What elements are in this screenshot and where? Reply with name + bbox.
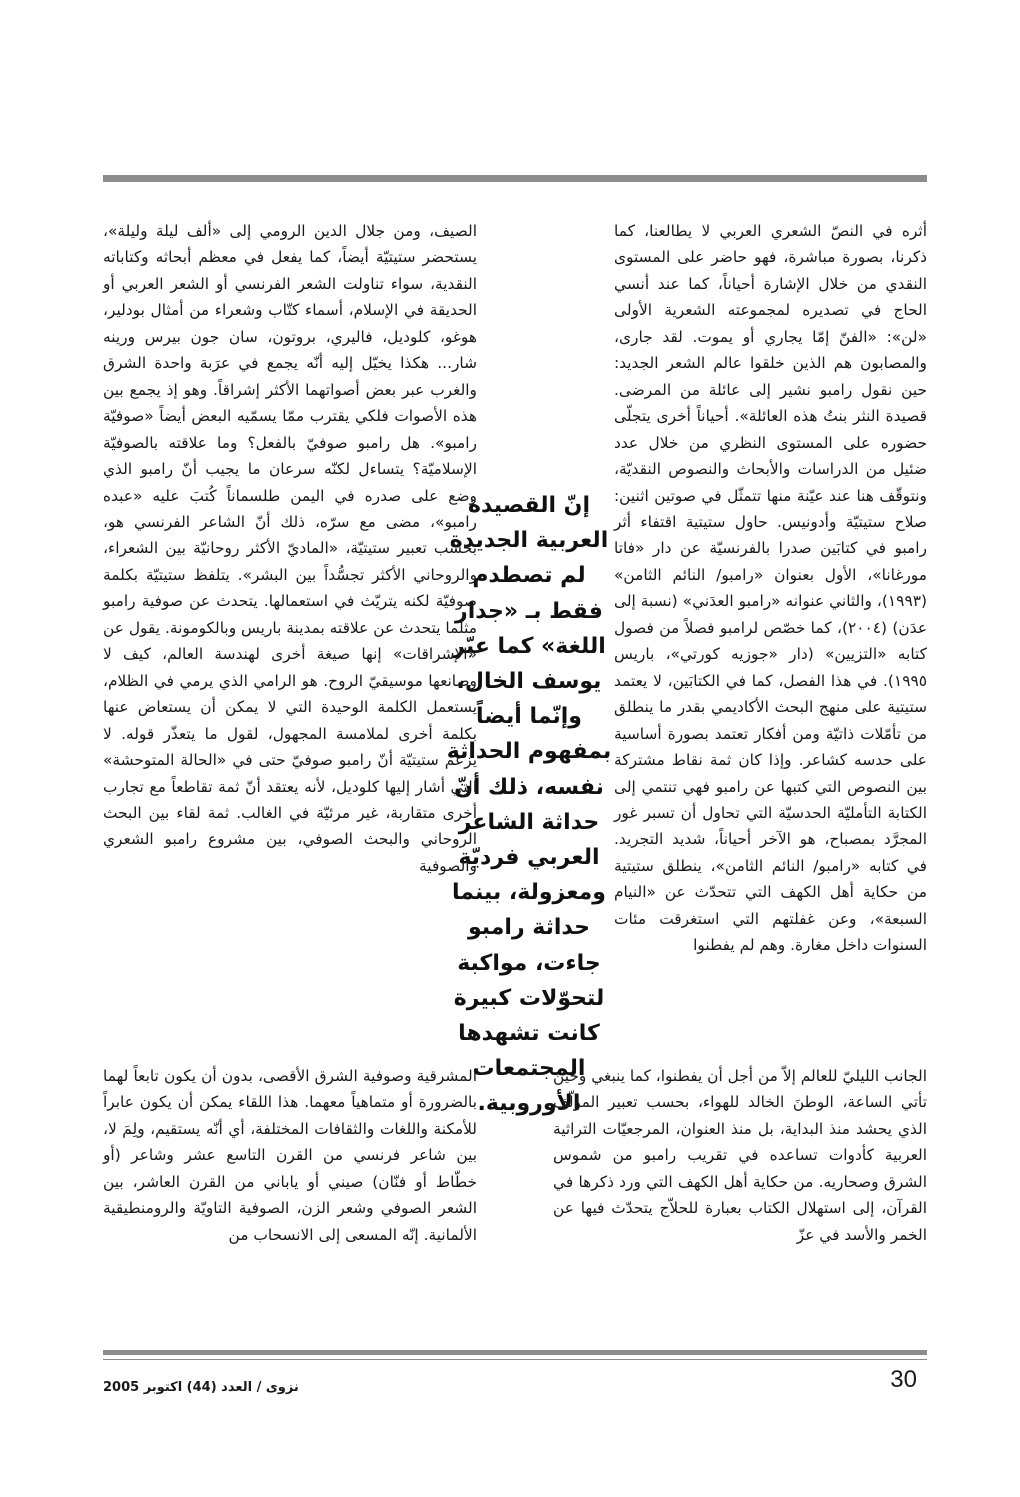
pull-quote: إنّ القصيدة العربية الجديدة لم تصطدم فقط بـ «جدار اللغة» كما عبّر يوسف الخال، وإنّما أيضاً بمفهوم الحداثة نفسه، ذلك أنّ حداثة الشاعر العربي فرديّة ومعزولة، بينما حداثة رامبو جاءت، مواكبة لتحوّلات كبيرة كانت تشهدها المجتمعات الأوروبية. (446, 493, 612, 1117)
article-column-right-top (614, 218, 927, 959)
article-column-right-bottom (553, 1063, 927, 1248)
paragraph: الصيف، ومن جلال الدين الرومي إلى «ألف ليلة وليلة»، يستحضر ستيتيّة أيضاً، كما يفعل في معظم أبحاثه وكتاباته النقدية، سواء تناولت الشعر الفرنسي أو الشعر العربي أو الحديقة في الإسلام، أسماء كتّاب وشعراء من أمثال بودلير، هوغو، كلوديل، فاليري، بروتون، سان جون بيرس ورينه شار... هكذا يخيّل إليه أنّه يجمع في عرَبة واحدة الشرق والغرب عبر بعض أصواتهما الأكثر إشراقاً. وهو إذ يجمع بين هذه الأصوات فلكي يقترب ممّا يسمّيه البعض أيضاً «صوفيّة رامبو». هل رامبو صوفيّ بالفعل؟ وما علاقته بالصوفيّة الإسلاميّة؟ يتساءل لكنّه سرعان ما يجيب أنّ رامبو الذي وضع على صدره في اليمن طلسماناً كُتبَ عليه «عبده رامبو»، مضى مع سرّه، ذلك أنّ الشاعر الفرنسي هو، بحسب تعبير ستيتيّة، «الماديّ الأكثر روحانيّة بين الشعراء، والروحاني الأكثر تجسُّداً بين البشر». يتلفظ ستيتيّة بكلمة صوفيّة لكنه يتريّث في استعمالها. يتحدث عن صوفية رامبو مثلما يتحدث عن علاقته بمدينة باريس وبالكومونة. يقول عن «الإشراقات» إنها صيغة أخرى لهندسة العالم، كيف لا وصانعها موسيقيّ الروح. هو الرامي الذي يرمي في الظلام، يستعمل الكلمة الوحيدة التي لا يمكن أن يستعاض عنها بكلمة أخرى لملامسة المجهول، لقول ما يتعذّر قوله. لا يزعم ستيتيّة أنّ رامبو صوفيّ حتى في «الحالة المتوحشة» التي أشار إليها كلوديل، لأنه يعتقد أنّ ثمة تقاطعاً مع تجارب أخرى متقاربة، غير مرئيّة في الغالب. ثمة لقاء بين البحث الروحاني والبحث الصوفي، بين مشروع رامبو الشعري والصوفية (103, 222, 477, 875)
issue-info: نزوى / العدد (44) اكتوبر 2005 (103, 1380, 299, 1395)
paragraph: أثره في النصّ الشعري العربي لا يطالعنا، كما ذكرنا، بصورة مباشرة، فهو حاضر على المستوى النقدي من خلال الإشارة أحياناً، كما عند أنسي الحاج في تصديره لمجموعته الشعرية الأولى «لن»: «الفنّ إمّا يجاري أو يموت. لقد جارى، والمصابون هم الذين خلقوا عالم الشعر الجديد: حين نقول رامبو نشير إلى عائلة من المرضى. قصيدة النثر بنتُ هذه العائلة». أحياناً أخرى يتجلّى حضوره على المستوى النظري من خلال عدد ضئيل من الدراسات والأبحاث والنصوص النقديّة، ونتوقّف هنا عند عيّنة منها تتمثّل في صوتين اثنين: صلاح ستيتيّة وأدونيس. حاول ستيتية اقتفاء أثر رامبو في كتابَين صدرا بالفرنسيّة عن دار «فاتا مورغانا»، الأول بعنوان «رامبو/ النائم الثامن» (١٩٩٣)، والثاني عنوانه «رامبو العدَني» (نسبة إلى عدَن) (٢٠٠٤)، كما خصّص لرامبو فصلاً من فصول كتابه «التزيين» (دار «جوزيه كورتي»، باريس ١٩٩٥). في هذا الفصل، كما في الكتابَين، لا يعتمد ستيتية على منهج البحث الأكاديمي بقدر ما ينطلق من تأمّلات ذاتيّة ومن أفكار تعتمد بصورة أساسية على حدسه كشاعر. وإذا كان ثمة نقاط مشتركة بين النصوص التي كتبها عن رامبو فهي تنتمي إلى الكتابة التأمليّة الحدسيّة التي تحاول أن تسبر غور المجرَّد بمصباح، هو الآخر أحياناً، شديد التجريد. في كتابه «رامبو/ النائم الثامن»، ينطلق ستيتية من حكاية أهل الكهف التي تتحدّث عن «النيام السبعة»، وعن غفلتهم التي استغرقت مئات السنوات داخل مغارة. وهم لم يفطنوا (614, 222, 927, 955)
top-rule (103, 175, 927, 182)
bottom-rule (103, 1350, 927, 1355)
paragraph: الجانب الليليّ للعالم إلاّ من أجل أن يفطنوا، كما ينبغي وحين تأتي الساعة، الوطنَ الخالد للهواء، بحسب تعبير المؤلّف الذي يحشد منذ البداية، بل منذ العنوان، المرجعيّات التراثية العربية كأدوات تساعده في تقريب رامبو من شموس الشرق وصحاريه. من حكاية أهل الكهف التي ورد ذكرها في القرآن، إلى استهلال الكتاب بعبارة للحلاّج يتحدّث فيها عن الخمر والأسد في عزّ (553, 1067, 927, 1244)
bottom-rule-thin (103, 1359, 927, 1360)
page-number: 30 (890, 1366, 917, 1393)
paragraph: المشرقية وصوفية الشرق الأقصى، بدون أن يكون تابعاً لهما بالضرورة أو متماهياً معهما. هذا اللقاء يمكن أن يكون عابراً للأمكنة واللغات والثقافات المختلفة، أي أنّه يستقيم، ولِمَ لا، بين شاعر فرنسي من القرن التاسع عشر وشاعر (أو خطّاط أو فنّان) صيني أو ياباني من القرن العاشر، بين الشعر الصوفي وشعر الزن، الصوفية التاويّة والرومنطيقية الألمانية. إنّه المسعى إلى الانسحاب من (103, 1067, 477, 1244)
article-column-left-bottom (103, 1063, 477, 1248)
article-column-left-top (103, 218, 477, 879)
